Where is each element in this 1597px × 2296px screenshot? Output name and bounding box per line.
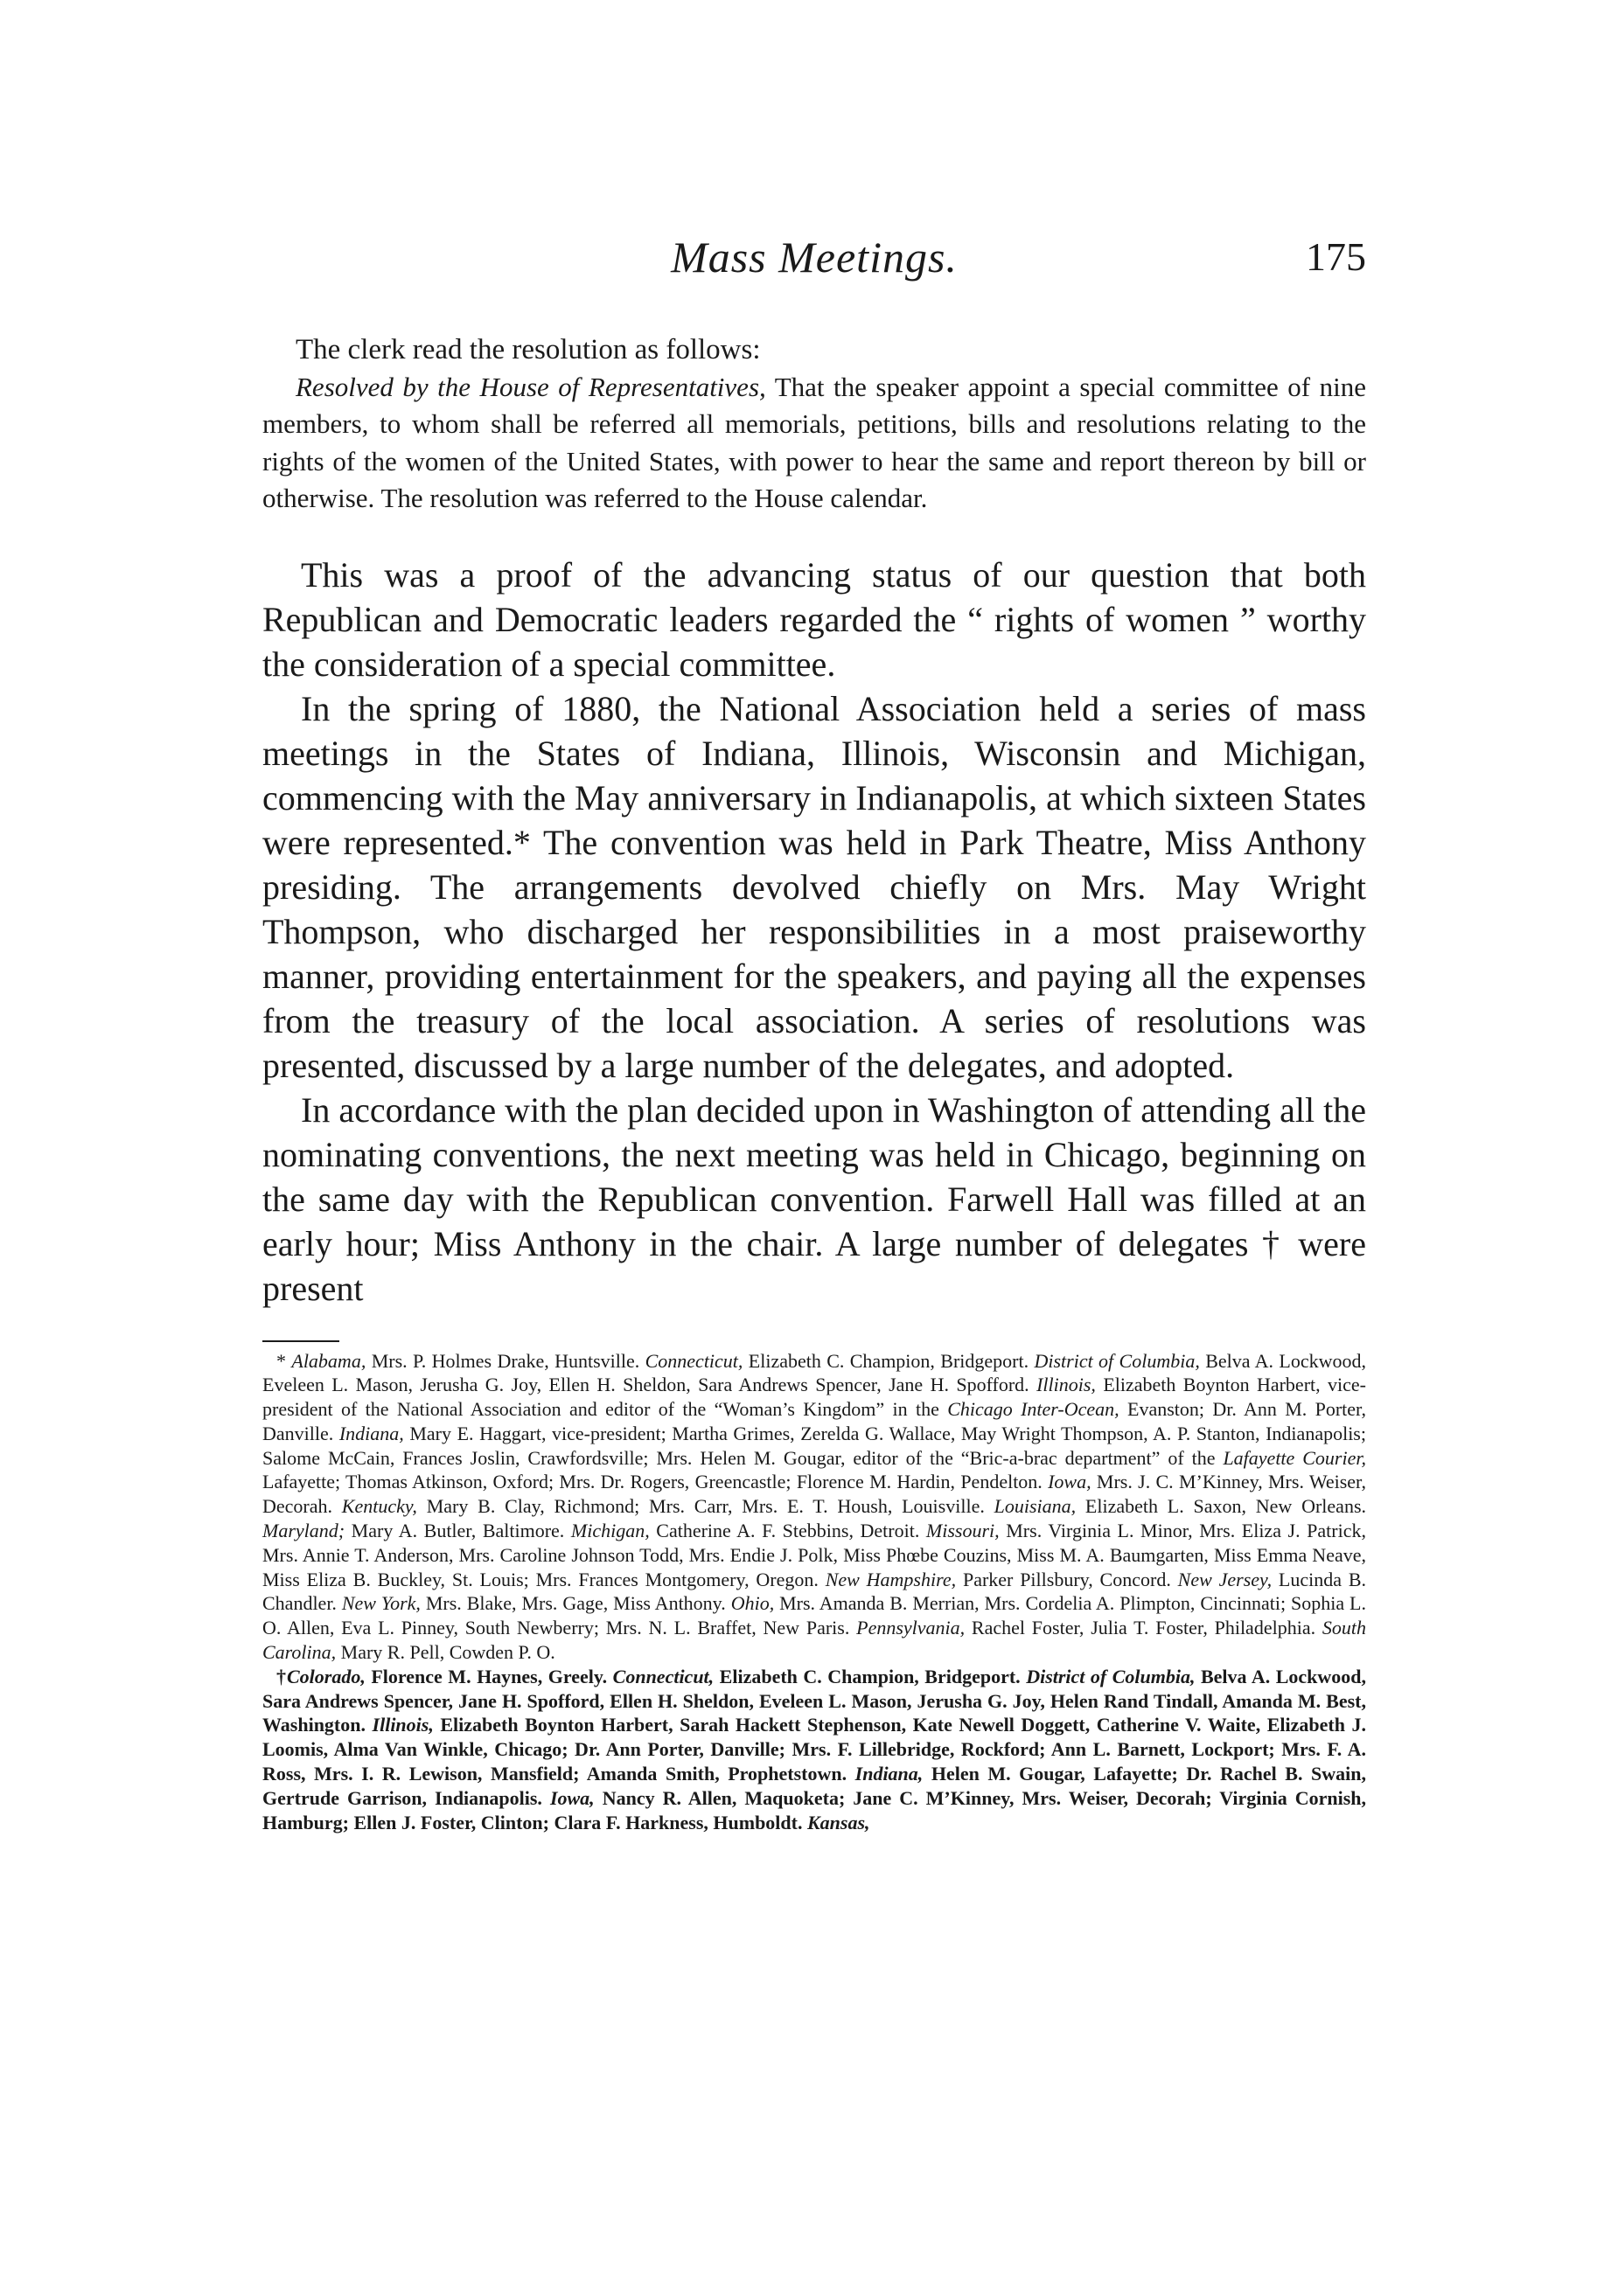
- resolution-text: That the speaker appoint a special committee of nine members, to whom shall be referred all memorials, petitions, bills and resolutions relating to the rights of the women of the United States, with power to hear the same and report thereon by bill or otherwise. The resolution was referred to the House calendar.: [262, 371, 1366, 513]
- footnote-text: Catherine A. F. Stebbins, Detroit.: [649, 1520, 926, 1542]
- resolution-label: Resolved by the House of Representatives,: [296, 371, 766, 402]
- resolution-paragraph: [262, 369, 1366, 518]
- footnote-text: Evanston; Dr. Ann M. Porter, Danville.: [262, 1398, 1366, 1444]
- footnote-state-name: District of Columbia,: [1034, 1349, 1200, 1372]
- footnote-state-name: Ohio,: [730, 1592, 775, 1615]
- footnote-text: Elizabeth C. Champion, Bridgeport.: [714, 1665, 1027, 1687]
- footnote-state-name: Michigan,: [570, 1520, 650, 1542]
- paragraph: In the spring of 1880, the National Association held a series of mass meetings in the States of Indiana, Illinois, Wisconsin and Michigan, commencing with the May anniversary in Indianapolis, at which sixteen States were represented.* The convention was held in Park Theatre, Miss Anthony presiding. The arrangements devolved chiefly on Mrs. May Wright Thompson, who discharged her responsibilities in a most praiseworthy manner, providing entertainment for the speakers, and paying all the expenses from the treasury of the local association. A series of resolutions was presented, discussed by a large number of the delegates, and adopted.: [262, 688, 1366, 1085]
- footnote-text: Lafayette; Thomas Atkinson, Oxford; Mrs. Dr. Rogers, Greencastle; Florence M. Hardin, Pendelton.: [262, 1471, 1049, 1493]
- footnote-state-name: New York,: [341, 1592, 421, 1615]
- footnote-state-name: District of Columbia,: [1026, 1665, 1196, 1687]
- footnote-state-name: Indiana,: [338, 1422, 404, 1444]
- footnote-state-name: Iowa,: [1048, 1471, 1091, 1493]
- footnote-text: Parker Pillsbury, Concord.: [956, 1568, 1178, 1590]
- page-number: 175: [1306, 234, 1366, 279]
- quoted-resolution: [262, 331, 1366, 518]
- footnote-text: Mrs. J. C. M’Kinney, Mrs. Weiser, Decorah.: [262, 1471, 1366, 1518]
- footnote-text: Mrs. Amanda B. Merrian, Mrs. Cordelia A. Plimpton, Cincinnati; Sophia L. O. Allen, Eva L. Pinney, South Newberry; Mrs. N. L. Braffet, New Paris.: [262, 1592, 1366, 1639]
- footnote-state-name: Lafayette Courier,: [1223, 1446, 1366, 1469]
- footnote-state-name: Indiana,: [854, 1763, 924, 1785]
- footnote-text: Elizabeth L. Saxon, New Orleans.: [1076, 1495, 1367, 1518]
- paragraph: In accordance with the plan decided upon in Washington of attending all the nominating conventions, the next meeting was held in Chicago, beginning on the same day with the Republican convention. Farwell Hall was filled at an early hour; Miss Anthony in the chair. A large number of delegates † were present: [262, 1089, 1366, 1308]
- footnote-text: *: [276, 1349, 292, 1372]
- footnote-state-name: Alabama,: [291, 1349, 366, 1372]
- footnote-state-name: Louisiana,: [994, 1495, 1077, 1518]
- footnote-text: Mary E. Haggart, vice-president; Martha Grimes, Zerelda G. Wallace, May Wright Thompson, A. P. Stanton, Indianapolis; Salome McCain, Frances Joslin, Crawfordsville; Mrs. Helen M. Gougar, editor of the “Bric-a-brac department” of the: [262, 1422, 1366, 1469]
- footnote-state-name: Chicago Inter-Ocean,: [947, 1398, 1119, 1421]
- footnote-state-name: Illinois,: [372, 1714, 434, 1736]
- footnote-text: †: [276, 1665, 287, 1687]
- footnote-text: Elizabeth Boynton Harbert, vice-president of the National Association and editor of the “Woman’s Kingdom” in the: [262, 1374, 1366, 1421]
- footnote-state-name: Illinois,: [1036, 1374, 1096, 1396]
- running-head: Mass Meetings.: [671, 233, 958, 282]
- footnote-text: Belva A. Lockwood, Sara Andrews Spencer, Jane H. Spofford, Ellen H. Sheldon, Eveleen L. Mason, Jerusha G. Joy, Helen Rand Tindall, Amanda M. Best, Washington.: [262, 1665, 1366, 1736]
- footnote-first: [262, 1349, 1366, 1665]
- footnote-text: Mrs. P. Holmes Drake, Huntsville.: [366, 1349, 645, 1372]
- page-header: [262, 232, 1366, 296]
- footnote-text: Elizabeth Boynton Harbert, Sarah Hackett Stephenson, Kate Newell Doggett, Catherine V. Waite, Elizabeth J. Loomis, Alma Van Winkle, Chicago; Dr. Ann Porter, Danville; Mrs. F. Lillebridge, Rockford; Ann L. Barnett, Lockport; Mrs. F. A. Ross, Mrs. I. R. Lewison, Mansfield; Amanda Smith, Prophetstown.: [262, 1714, 1366, 1785]
- footnote-state-name: Maryland;: [262, 1520, 345, 1542]
- footnote-text: Mrs. Blake, Mrs. Gage, Miss Anthony.: [420, 1592, 731, 1615]
- footnote-state-name: Iowa,: [549, 1786, 595, 1809]
- body-text: [262, 553, 1366, 1311]
- footnote-rule: [262, 1340, 339, 1342]
- footnote-state-name: South Carolina,: [262, 1617, 1366, 1664]
- footnotes: [262, 1349, 1366, 1835]
- footnote-state-name: Connecticut,: [645, 1349, 743, 1372]
- footnote-state-name: Missouri,: [925, 1520, 1000, 1542]
- footnote-state-name: Connecticut,: [612, 1665, 715, 1687]
- footnote-text: Lucinda B. Chandler.: [262, 1568, 1366, 1615]
- quote-lead: The clerk read the resolution as follows:: [296, 334, 761, 365]
- footnote-state-name: New Hampshire,: [825, 1568, 957, 1590]
- footnote-text: Florence M. Haynes, Greely.: [365, 1665, 613, 1687]
- footnote-text: Mary R. Pell, Cowden P. O.: [336, 1641, 555, 1664]
- footnote-text: Rachel Foster, Julia T. Foster, Philadelphia.: [965, 1617, 1322, 1639]
- paragraph: This was a proof of the advancing status of our question that both Republican and Democratic leaders regarded the “ rights of women ” worthy the consideration of a special committee.: [262, 554, 1366, 684]
- footnote-text: Belva A. Lockwood, Eveleen L. Mason, Jerusha G. Joy, Ellen H. Sheldon, Sara Andrews Spencer, Jane H. Spofford.: [262, 1349, 1367, 1396]
- footnote-state-name: New Jersey,: [1177, 1568, 1273, 1590]
- footnote-state-name: Kansas,: [806, 1811, 870, 1833]
- footnote-text: Mary B. Clay, Richmond; Mrs. Carr, Mrs. E. T. Housh, Louisville.: [416, 1495, 994, 1518]
- footnote-second: [262, 1665, 1366, 1835]
- footnote-state-name: Pennsylvania,: [856, 1617, 966, 1639]
- footnote-text: Nancy R. Allen, Maquoketa; Jane C. M’Kinney, Mrs. Weiser, Decorah; Virginia Cornish, Hamburg; Ellen J. Foster, Clinton; Clara F. Harkness, Humboldt.: [262, 1786, 1367, 1833]
- footnote-text: Mrs. Virginia L. Minor, Mrs. Eliza J. Patrick, Mrs. Annie T. Anderson, Mrs. Caroline Johnson Todd, Mrs. Endie J. Polk, Miss Phœbe Couzins, Miss M. A. Baumgarten, Miss Emma Neave, Miss Eliza B. Buckley, St. Louis; Mrs. Frances Montgomery, Oregon.: [262, 1520, 1366, 1590]
- footnote-state-name: Colorado,: [287, 1665, 366, 1687]
- footnote-state-name: Kentucky,: [341, 1495, 417, 1518]
- footnote-text: Elizabeth C. Champion, Bridgeport.: [743, 1349, 1035, 1372]
- footnote-text: Mary A. Butler, Baltimore.: [345, 1520, 571, 1542]
- book-page: [262, 232, 1366, 1834]
- footnote-text: Helen M. Gougar, Lafayette; Dr. Rachel B. Swain, Gertrude Garrison, Indianapolis.: [262, 1763, 1366, 1809]
